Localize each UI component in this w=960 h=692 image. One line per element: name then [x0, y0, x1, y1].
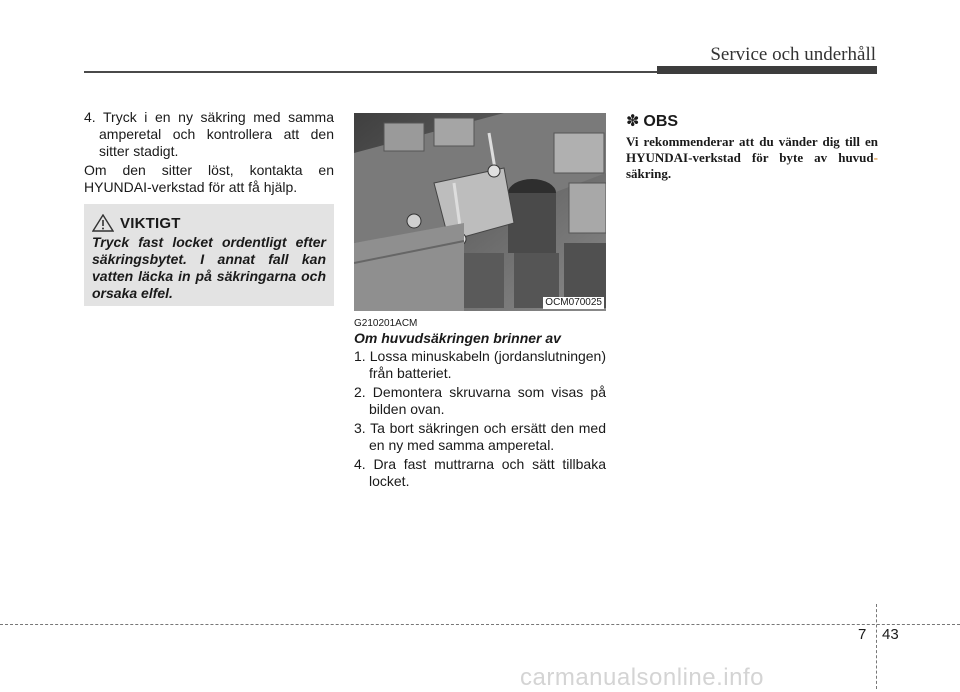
- warning-header: [92, 214, 326, 232]
- page-number: 43: [882, 626, 899, 643]
- footer-dashed-divider: [876, 604, 877, 689]
- header-rule-thin: [84, 71, 657, 73]
- obs-title: OBS: [643, 113, 679, 130]
- obs-text-accent: -: [873, 150, 878, 165]
- main-fuse-steps: [354, 348, 606, 492]
- footer-dashed-line: [0, 624, 960, 625]
- list-item: 4. Dra fast muttrarna och sätt tillbaka locket.: [354, 456, 606, 489]
- section-heading: Om huvudsäkringen brinner av: [354, 330, 561, 346]
- warning-triangle-icon: [92, 214, 114, 232]
- list-item: 2. Demontera skruvarna som visas på bilden ovan.: [354, 384, 606, 417]
- watermark-text: carmanualsonline.info: [520, 664, 764, 691]
- warning-box: [84, 204, 334, 306]
- obs-text-main: Vi rekommenderar att du vänder dig till en HYUNDAI-verkstad för byte av huvud: [626, 134, 878, 165]
- obs-column: [626, 113, 878, 182]
- section-code: G210201ACM: [354, 318, 418, 329]
- obs-header: [626, 113, 878, 130]
- warning-title: VIKTIGT: [120, 214, 181, 232]
- fuse-box-illustration: [354, 113, 606, 311]
- asterisk-icon: ✽: [626, 113, 640, 130]
- fuse-box-photo: [354, 113, 606, 311]
- warning-text: Tryck fast locket ordentligt efter säkringsbytet. I annat fall kan vatten läcka in på säkringarna och orsaka elfel.: [92, 234, 326, 301]
- list-item: 1. Lossa minuskabeln (jordanslutningen) från batteriet.: [354, 348, 606, 381]
- left-column: [84, 109, 334, 196]
- contact-paragraph: Om den sitter löst, kontakta en HYUNDAI-verkstad för att få hjälp.: [84, 162, 334, 195]
- list-item: 3. Ta bort säkringen och ersätt den med en ny med samma amperetal.: [354, 420, 606, 453]
- chapter-number: 7: [858, 626, 867, 643]
- header-rule-thick: [657, 66, 877, 74]
- obs-text: [626, 134, 878, 182]
- figure-label: OCM070025: [545, 297, 602, 308]
- obs-text-end: säkring.: [626, 166, 672, 181]
- step-4-text: 4. Tryck i en ny säkring med samma amperetal och kontrollera att den sitter stadigt.: [84, 109, 334, 159]
- page-header-title: Service och underhåll: [710, 44, 876, 65]
